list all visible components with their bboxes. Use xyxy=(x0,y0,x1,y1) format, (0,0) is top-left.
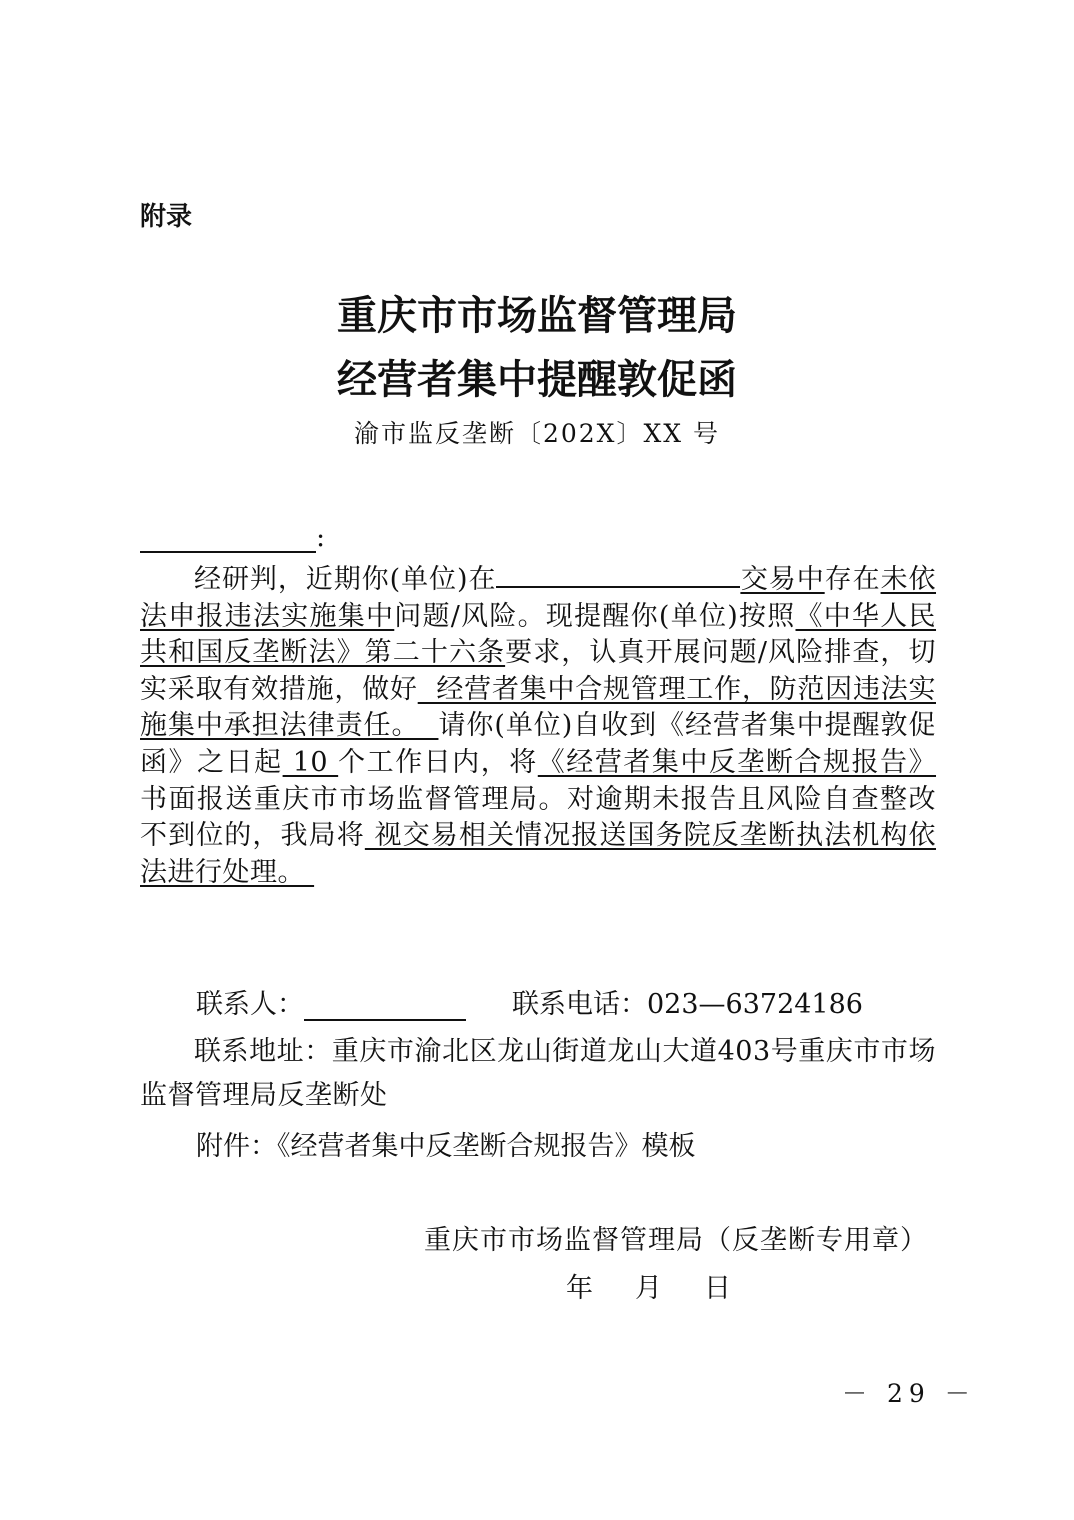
contact-line xyxy=(196,982,863,1021)
signature-organization: 重庆市市场监督管理局（反垄断专用章） xyxy=(424,1225,928,1256)
underlined-text: 经营者集中合规管理工作，防范因违法实施集中承担法律责任。 xyxy=(140,673,936,742)
letter-body xyxy=(140,560,936,891)
underlined-text: 未依法申报违法实施集中 xyxy=(140,564,937,632)
body-paragraph xyxy=(140,560,936,891)
appendix-label: 附录 xyxy=(140,202,193,232)
document-title-line1: 重庆市市场监督管理局 xyxy=(337,292,737,339)
body-text: 问题/风险。现提醒你(单位)按照 xyxy=(394,600,796,632)
addressee-colon: : xyxy=(316,522,326,553)
body-text: 经研判，近期你(单位)在 xyxy=(194,564,497,595)
underlined-text: 《经营者集中反垄断合规报告》 xyxy=(537,746,937,778)
addressee-blank xyxy=(140,527,316,553)
contact-phone: 联系电话：023—63724186 xyxy=(512,989,863,1020)
underlined-text: 交易中 xyxy=(740,564,825,595)
date-month: 月 xyxy=(635,1273,662,1304)
document-title-line2: 经营者集中提醒敦促函 xyxy=(337,356,737,403)
signature-date xyxy=(566,1266,773,1305)
deadline-days: 10 xyxy=(282,746,339,778)
attachment-line: 附件：《经营者集中反垄断合规报告》模板 xyxy=(196,1131,696,1162)
body-text: 请你(单位)自收到《经营者集中提醒敦促函》之日起 xyxy=(140,710,936,778)
body-text: 个工作日内，将 xyxy=(338,746,538,778)
page-number: － 29 － xyxy=(842,1379,976,1408)
contact-blank xyxy=(304,995,466,1021)
transaction-blank xyxy=(496,560,740,588)
addressee-line xyxy=(140,522,325,553)
underlined-text: 视交易相关情况报送国务院反垄断执法机构依法进行处理。 xyxy=(140,820,937,888)
contact-label: 联系人： xyxy=(196,989,304,1020)
underlined-text: 《中华人民共和国反垄断法》第二十六条 xyxy=(140,600,937,669)
body-text: 存在 xyxy=(824,564,881,595)
address-text: 联系地址：重庆市渝北区龙山街道龙山大道403号重庆市市场监督管理局反垄断处 xyxy=(140,1036,936,1111)
date-day: 日 xyxy=(704,1273,731,1304)
body-text: 书面报送重庆市市场监督管理局。对逾期未报告且风险自查整改不到位的，我局将 xyxy=(140,783,936,852)
contact-address xyxy=(140,1030,936,1118)
body-text: 要求，认真开展问题/风险排查，切实采取有效措施，做好 xyxy=(140,637,936,705)
document-number: 渝市监反垄断〔202X〕XX 号 xyxy=(353,419,721,448)
date-year: 年 xyxy=(566,1273,593,1304)
